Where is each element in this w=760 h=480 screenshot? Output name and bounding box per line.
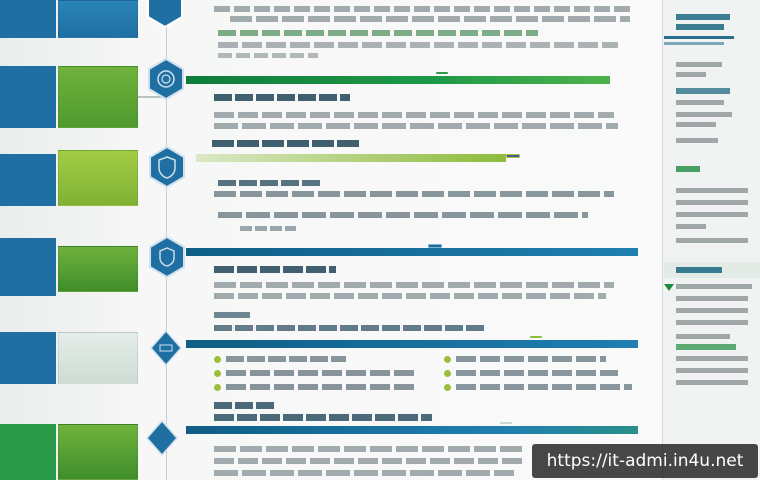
row-3-text bbox=[218, 180, 322, 186]
row-1-text bbox=[218, 53, 318, 58]
row-2-bar bbox=[186, 76, 610, 84]
row-4-text bbox=[214, 312, 250, 318]
right-panel-text bbox=[676, 62, 722, 67]
row-5-bullet bbox=[214, 370, 221, 377]
row-5-text bbox=[226, 370, 416, 376]
row-5-tab bbox=[0, 332, 56, 384]
row-3-node bbox=[148, 146, 186, 188]
row-6-bar bbox=[186, 426, 638, 434]
row-1-text bbox=[214, 6, 634, 12]
row-5-bar bbox=[186, 340, 638, 348]
right-panel-text bbox=[676, 122, 716, 127]
right-panel-heading bbox=[676, 14, 730, 20]
row-1-node bbox=[146, 0, 184, 28]
row-2-bar-label bbox=[436, 72, 448, 74]
row-2-tab bbox=[0, 66, 56, 128]
row-5-bullet bbox=[214, 356, 221, 363]
row-5-text bbox=[456, 356, 606, 362]
row-4-bar-label bbox=[428, 244, 442, 248]
right-panel-text bbox=[676, 72, 706, 77]
row-5-text bbox=[456, 384, 632, 390]
row-1-card bbox=[58, 0, 138, 38]
row-4-text bbox=[214, 282, 614, 288]
right-panel-text bbox=[676, 368, 748, 373]
row-5-bullet bbox=[444, 384, 451, 391]
right-panel-text bbox=[676, 112, 732, 117]
right-panel-text bbox=[676, 308, 748, 313]
right-panel-rule bbox=[664, 42, 724, 45]
right-panel-text bbox=[676, 334, 730, 339]
right-panel-text bbox=[676, 224, 706, 229]
row-4-text bbox=[214, 293, 606, 299]
row-4-text bbox=[214, 325, 484, 331]
right-panel-heading bbox=[676, 88, 730, 94]
row-3-text bbox=[214, 191, 614, 197]
row-1-text bbox=[218, 30, 538, 36]
right-panel-text bbox=[676, 100, 724, 105]
row-4-tab bbox=[0, 238, 56, 296]
right-panel-text bbox=[676, 238, 748, 243]
row-5-node bbox=[150, 330, 182, 362]
right-panel-heading bbox=[676, 267, 722, 273]
row-3-tab bbox=[0, 154, 56, 206]
row-5-card bbox=[58, 332, 138, 384]
row-4-heading bbox=[214, 266, 336, 273]
right-panel-text bbox=[676, 380, 748, 385]
row-2-card bbox=[58, 66, 138, 128]
row-5-text bbox=[226, 356, 346, 362]
right-panel-text bbox=[676, 296, 748, 301]
row-1-text bbox=[218, 42, 618, 48]
row-6-tab bbox=[0, 424, 56, 480]
right-panel-text bbox=[676, 356, 748, 361]
row-5-bullet bbox=[444, 370, 451, 377]
row-5-text bbox=[226, 384, 416, 390]
right-panel-heading bbox=[676, 344, 736, 350]
right-panel-text bbox=[676, 320, 748, 325]
row-6-text bbox=[214, 458, 524, 464]
right-panel-heading bbox=[676, 24, 724, 30]
watermark-url: https://it-admi.in4u.net bbox=[532, 444, 758, 478]
right-panel-heading bbox=[676, 166, 700, 172]
row-6-text bbox=[214, 446, 524, 452]
row-2-heading bbox=[214, 94, 350, 101]
row-2-text bbox=[214, 112, 614, 118]
row-3-text bbox=[218, 212, 588, 218]
row-4-card bbox=[58, 246, 138, 292]
right-panel-text bbox=[676, 200, 748, 205]
row-6-card bbox=[58, 424, 138, 480]
row-2-node bbox=[147, 58, 185, 100]
row-3-heading bbox=[212, 140, 362, 147]
right-panel-text bbox=[676, 212, 748, 217]
right-panel-text bbox=[676, 284, 752, 289]
row-5-bar-label bbox=[530, 336, 542, 338]
row-3-bar-label bbox=[506, 154, 520, 158]
row-1-tab bbox=[0, 0, 56, 38]
right-panel-text bbox=[676, 188, 748, 193]
row-5-heading bbox=[214, 402, 274, 409]
row-4-bar bbox=[186, 248, 638, 256]
row-4-node bbox=[148, 236, 186, 278]
row-2-text bbox=[214, 123, 618, 129]
row-1-text bbox=[230, 16, 630, 22]
row-3-text bbox=[240, 226, 296, 231]
row-3-bar bbox=[196, 154, 506, 162]
row-6-text bbox=[214, 470, 514, 476]
row-6-node bbox=[146, 420, 178, 452]
right-panel-rule bbox=[664, 36, 734, 39]
row-5-bullet bbox=[444, 356, 451, 363]
right-panel-text bbox=[676, 138, 718, 143]
row-6-bar-label bbox=[500, 422, 512, 424]
row-3-card bbox=[58, 150, 138, 206]
row-6-heading bbox=[214, 414, 432, 421]
row-5-text bbox=[456, 370, 618, 376]
row-5-bullet bbox=[214, 384, 221, 391]
right-panel-marker-icon bbox=[664, 284, 674, 291]
